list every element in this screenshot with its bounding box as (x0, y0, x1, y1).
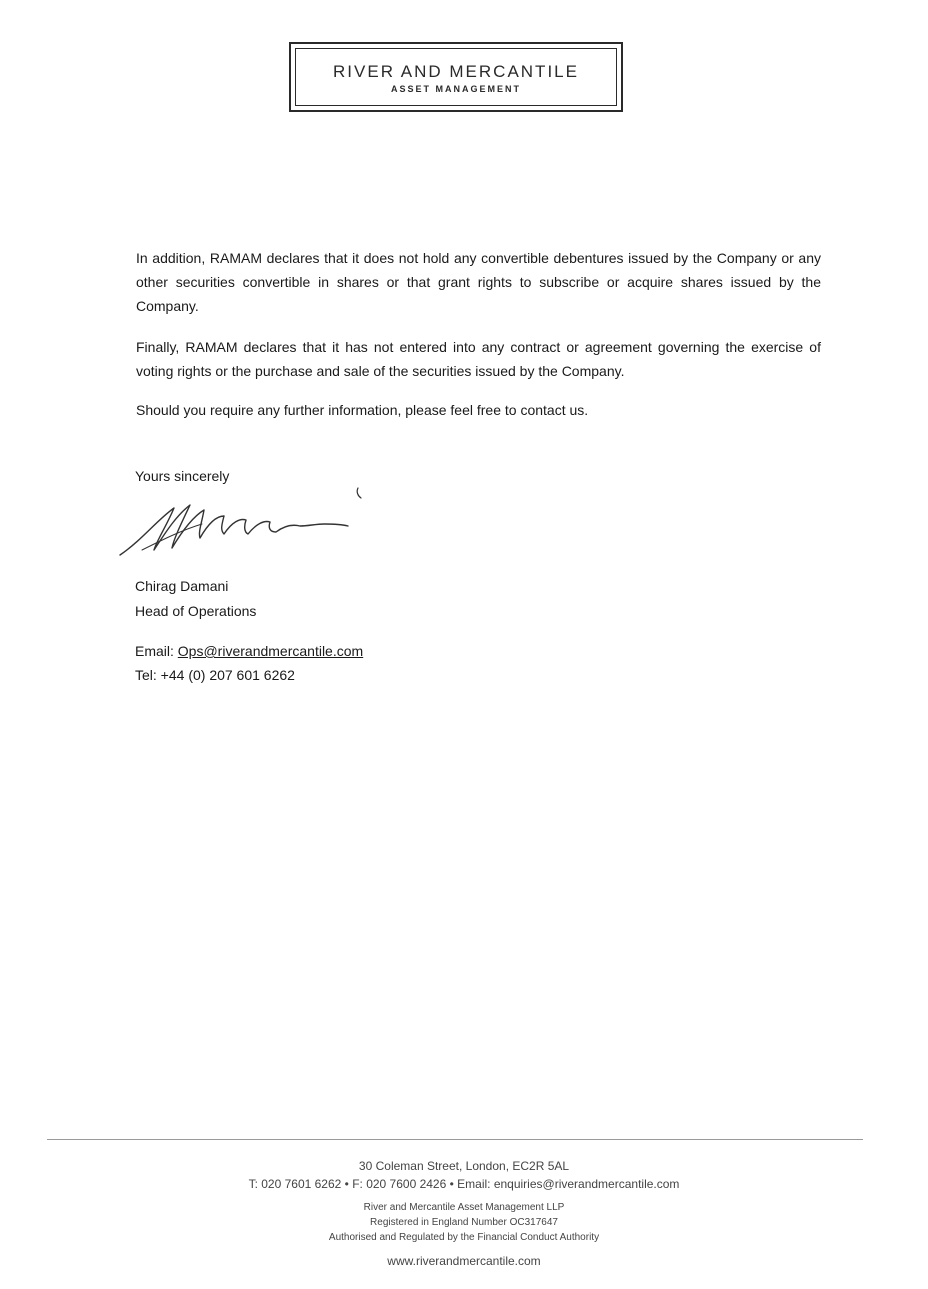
paragraph-voting-rights: Finally, RAMAM declares that it has not entered into any contract or agreement governing the exercise of voting rights or the purchase and sale of the securities issued by the Company. (136, 339, 821, 379)
logo-company-name: RIVER AND MERCANTILE (333, 62, 579, 81)
email-label: Email: (135, 643, 174, 659)
footer-address: 30 Coleman Street, London, EC2R 5AL (358, 1159, 570, 1173)
company-logo (289, 42, 623, 112)
paragraph-convertible-debentures: In addition, RAMAM declares that it does not hold any convertible debentures issued by the Company or any other securities convertible in shares or that grant rights to subscribe or acquire shares issued by the Company. (136, 250, 821, 314)
footer-website[interactable]: www.riverandmercantile.com (387, 1254, 541, 1268)
footer-contact: T: 020 7601 6262 • F: 020 7600 2426 • Email: enquiries@riverandmercantile.com (248, 1177, 680, 1191)
signer-title: Head of Operations (135, 603, 257, 619)
footer-registered: Registered in England Number OC317647 (370, 1217, 558, 1228)
logo-company-subtitle: ASSET MANAGEMENT (390, 84, 521, 94)
email-line (135, 643, 363, 659)
telephone-line: Tel: +44 (0) 207 601 6262 (135, 667, 295, 683)
email-link[interactable]: Ops@riverandmercantile.com (177, 643, 364, 659)
closing-salutation: Yours sincerely (135, 468, 230, 484)
logo-inner-border (295, 48, 617, 106)
footer-authorised: Authorised and Regulated by the Financial Conduct Authority (328, 1232, 600, 1243)
handwritten-signature (112, 480, 362, 565)
footer-company: River and Mercantile Asset Management LLP (363, 1202, 565, 1213)
paragraph-contact-us: Should you require any further information, please feel free to contact us. (136, 402, 589, 418)
signer-name: Chirag Damani (135, 578, 229, 594)
footer-divider (47, 1139, 863, 1140)
